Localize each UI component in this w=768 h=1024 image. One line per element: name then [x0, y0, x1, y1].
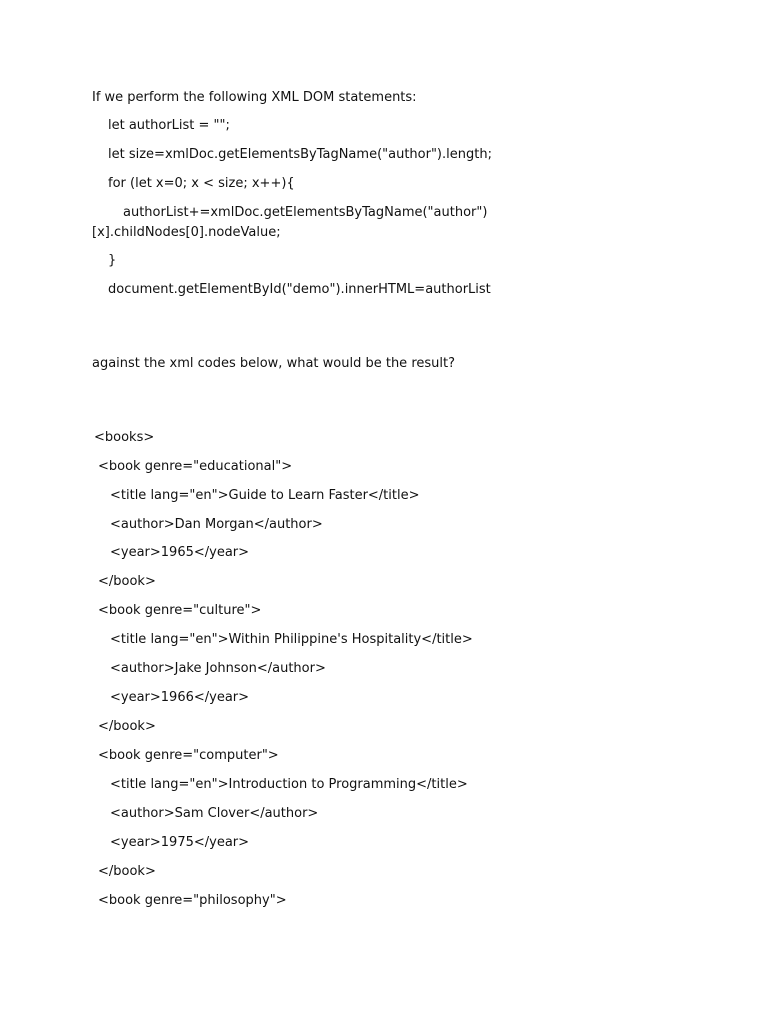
xml-line: <year>1965</year> [110, 545, 250, 560]
xml-line: <author>Sam Clover</author> [110, 806, 319, 821]
xml-line: <author>Dan Morgan</author> [110, 517, 323, 532]
xml-line: <title lang="en">Introduction to Programming</title> [110, 777, 468, 792]
xml-line: <title lang="en">Guide to Learn Faster</title> [110, 488, 420, 503]
code-line: authorList+=xmlDoc.getElementsByTagName("author") [123, 205, 488, 220]
xml-line: <book genre="culture"> [98, 603, 262, 618]
xml-line: <book genre="educational"> [98, 459, 293, 474]
code-line: let size=xmlDoc.getElementsByTagName("author").length; [108, 147, 492, 162]
xml-line: <title lang="en">Within Philippine's Hospitality</title> [110, 632, 473, 647]
xml-line: <book genre="computer"> [98, 748, 279, 763]
code-line: let authorList = ""; [108, 118, 230, 133]
xml-line: <books> [94, 430, 155, 445]
code-line: document.getElementById("demo").innerHTML=authorList [108, 282, 491, 297]
xml-line: <year>1966</year> [110, 690, 250, 705]
intro-text: If we perform the following XML DOM statements: [92, 90, 417, 105]
xml-line: </book> [98, 574, 156, 589]
xml-line: <author>Jake Johnson</author> [110, 661, 326, 676]
xml-line: </book> [98, 864, 156, 879]
code-line: } [108, 253, 117, 268]
xml-line: <book genre="philosophy"> [98, 893, 287, 908]
code-line: for (let x=0; x < size; x++){ [108, 176, 295, 191]
question-text: against the xml codes below, what would be the result? [92, 356, 455, 371]
xml-line: <year>1975</year> [110, 835, 250, 850]
code-line: [x].childNodes[0].nodeValue; [92, 225, 281, 240]
xml-line: </book> [98, 719, 156, 734]
